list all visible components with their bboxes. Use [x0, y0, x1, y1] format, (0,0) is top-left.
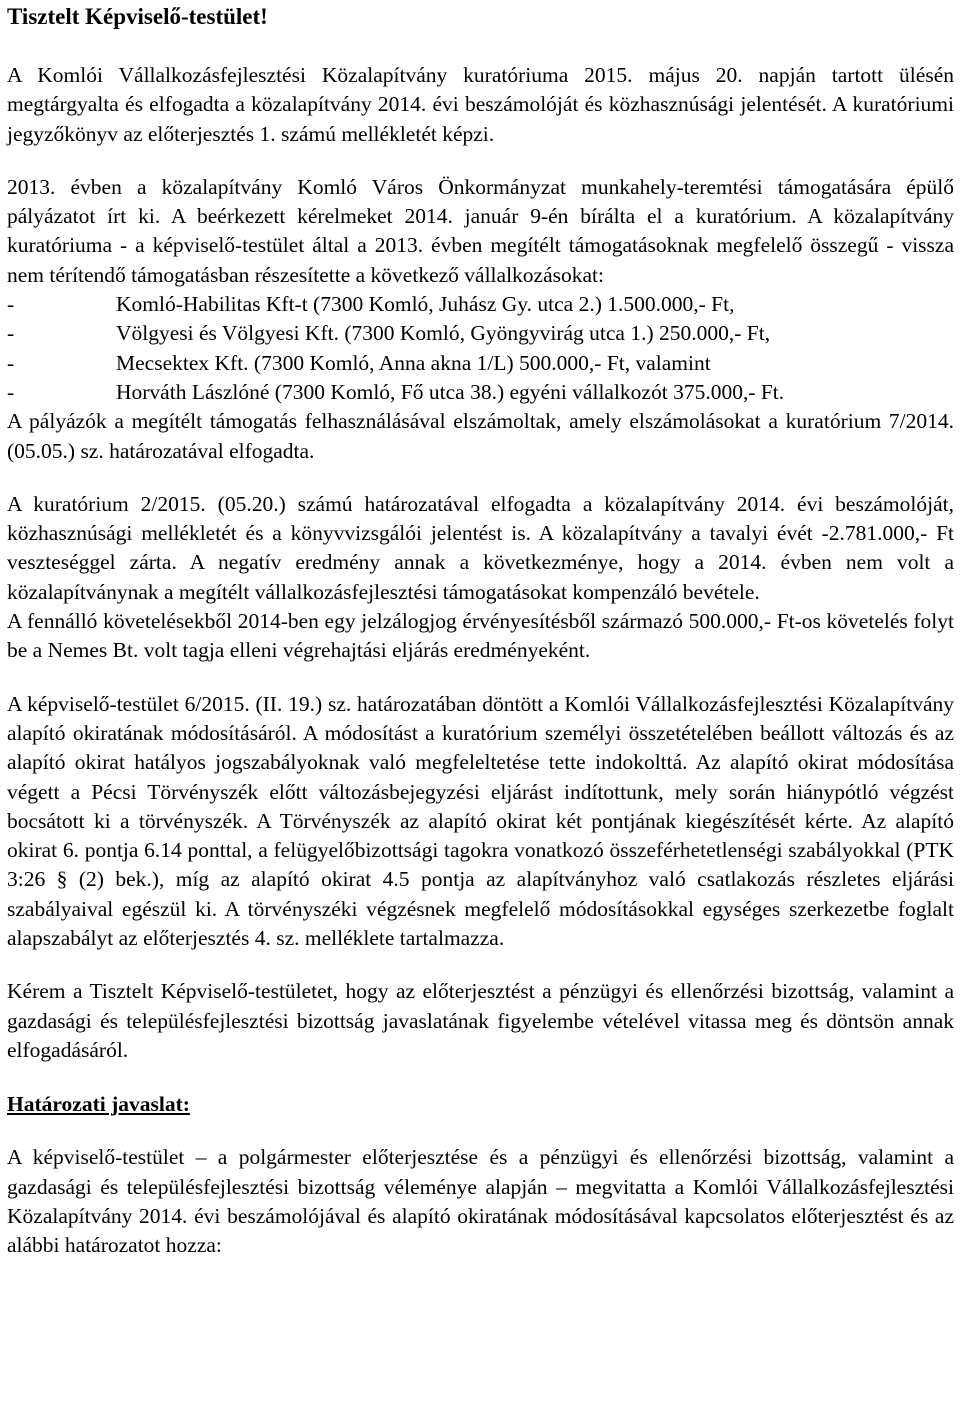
paragraph-settlement: A pályázók a megítélt támogatás felhasználásával elszámoltak, amely elszámolásokat a kuratórium 7/2014. (05.05.) sz. határozatával elfogadta. — [7, 409, 954, 463]
page-title: Tisztelt Képviselő-testület! — [7, 4, 268, 29]
document-page — [7, 2, 954, 1260]
list-item: - Komló-Habilitas Kft-t (7300 Komló, Juhász Gy. utca 2.) 1.500.000,- Ft, — [7, 292, 735, 317]
paragraph-tender: 2013. évben a közalapítvány Komló Város Önkormányzat munkahely-teremtési támogatására épülő pályázatot írt ki. A beérkezett kérelmeket 2014. január 9-én bírálta el a kuratórium. A közalapítvány kuratóriuma - a képviselő-testület által a 2013. évben megítélt támogatásoknak megfelelő összegű - vissza nem térítendő támogatásban részesítette a következő vállalkozásokat: — [7, 174, 954, 287]
resolution-heading: Határozati javaslat: — [7, 1092, 190, 1117]
spacer — [7, 149, 954, 173]
list-item: - Völgyesi és Völgyesi Kft. (7300 Komló, Gyöngyvirág utca 1.) 250.000,- Ft, — [7, 321, 771, 346]
paragraph-request: Kérem a Tisztelt Képviselő-testületet, hogy az előterjesztést a pénzügyi és ellenőrzési bizottság, valamint a gazdasági és településfejlesztési bizottság javaslatának figyelembe vételével vitassa meg és döntsön annak elfogadásáról. — [7, 979, 954, 1062]
paragraph-approval: A Komlói Vállalkozásfejlesztési Közalapítvány kuratóriuma 2015. május 20. napján tartott ülésén megtárgyalta és elfogadta a közalapítvány 2014. évi beszámolóját és közhasznúsági jelentését. A kuratóriumi jegyzőkönyv az előterjesztés 1. számú mellékletét képzi. — [7, 63, 954, 146]
spacer — [7, 666, 954, 690]
spacer — [7, 466, 954, 490]
paragraph-deed-amendment: A képviselő-testület 6/2015. (II. 19.) sz. határozatában döntött a Komlói Vállalkozásfejlesztési Közalapítvány alapító okiratának módosításáról. A módosítást a kuratórium személyi összetételében beállott változás és az alapító okirat hatályos jogszabályoknak való megfeleltetése tette indokolttá. Az alapító okirat módosítása végett a Pécsi Törvényszék előtt változásbejegyzési eljárást indítottunk, mely során hiánypótló végzést bocsátott ki a törvényszék. A Törvényszék az alapító okirat két pontjának kiegészítését kérte. Az alapító okirat 6. pontja 6.14 ponttal, a felügyelőbizottsági tagokra vonatkozó összeférhetetlenségi szabályokkal (PTK 3:26 § (2) bek.), míg az alapító okirat 4.5 pontja az alapítványhoz való csatlakozás részletes eljárási szabályaival egészül ki. A törvényszéki végzésnek megfelelő módosításokkal egységes szerkezetbe foglalt alapszabályt az előterjesztés 4. sz. melléklete tartalmazza. — [7, 691, 954, 951]
paragraph-receivables: A fennálló követelésekből 2014-ben egy jelzálogjog érvényesítésből származó 500.000,- Ft-os követelés folyt be a Nemes Bt. volt tagja elleni végrehajtási eljárás eredményeként. — [7, 609, 954, 663]
beneficiary-list — [7, 290, 954, 407]
paragraph-resolution: A képviselő-testület – a polgármester előterjesztése és a pénzügyi és ellenőrzési bizottság, valamint a gazdasági és településfejlesztési bizottság véleménye alapján – megvitatta a Komlói Vállalkozásfejlesztési Közalapítvány 2014. évi beszámolójával és alapító okiratának módosításával kapcsolatos előterjesztést és az alábbi határozatot hozza: — [7, 1145, 954, 1258]
spacer — [7, 1119, 954, 1143]
spacer — [7, 1065, 954, 1089]
list-item: - Mecsektex Kft. (7300 Komló, Anna akna 1/L) 500.000,- Ft, valamint — [7, 350, 711, 375]
paragraph-annual-report: A kuratórium 2/2015. (05.20.) számú határozatával elfogadta a közalapítvány 2014. évi beszámolóját, közhasznúsági mellékletét és a könyvvizsgálói jelentést is. A közalapítvány a tavalyi évét -2.781.000,- Ft veszteséggel zárta. A negatív eredmény annak a következménye, hogy a 2014. évben nem volt a közalapítványnak a megítélt vállalkozásfejlesztési támogatásokat kompenzáló bevétele. — [7, 491, 954, 604]
spacer — [7, 953, 954, 977]
list-item: - Horváth Lászlóné (7300 Komló, Fő utca 38.) egyéni vállalkozót 375.000,- Ft. — [7, 379, 785, 404]
spacer — [7, 32, 954, 61]
